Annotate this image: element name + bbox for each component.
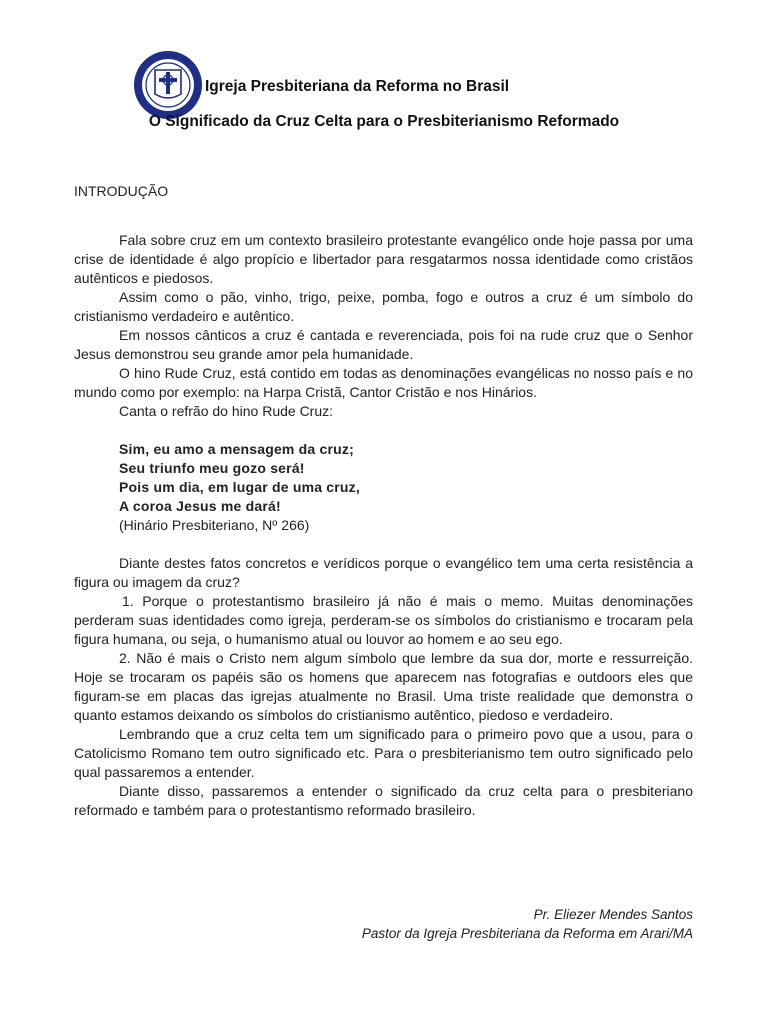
paragraph: 2. Não é mais o Cristo nem algum símbolo que lembre da sua dor, morte e ressurreição. Hoje se trocaram os papéis são os homens que aparecem nas fotografias e outdoors eles que figuram-se em placas das igrejas atualmente no Brasil. Uma triste realidade que demonstra o quanto estamos deixando os símbolos do cristianismo autêntico, piedoso e verdadeiro. [74,650,693,723]
hymn-reference: (Hinário Presbiteriano, Nº 266) [119,517,310,533]
paragraph: Lembrando que a cruz celta tem um significado para o primeiro povo que a usou, para o Catolicismo Romano tem outro significado etc. Para o presbiterianismo tem outro significado pelo qual passaremos a entender. [74,726,693,780]
spacer [74,421,693,440]
signature-block [362,905,693,943]
paragraph: 1. Porque o protestantismo brasileiro já não é mais o memo. Muitas denominações perderam suas identidades como igreja, perderam-se os símbolos do cristianismo e trocaram pela figura humana, ou seja, o humanismo atual ou louvor ao homem e ao seu ego. [74,593,693,647]
spacer [74,535,693,554]
paragraph: Canta o refrão do hino Rude Cruz: [119,403,334,419]
paragraph: Diante disso, passaremos a entender o significado da cruz celta para o presbiteriano reformado e também para o protestantismo reformado brasileiro. [74,783,693,818]
document-title: O Significado da Cruz Celta para o Presbiterianismo Reformado [148,113,620,130]
section-heading: INTRODUÇÃO [74,183,169,199]
hymn-verse-line: Sim, eu amo a mensagem da cruz; [119,441,354,457]
body-text [74,231,693,820]
paragraph: Assim como o pão, vinho, trigo, peixe, pomba, fogo e outros a cruz é um símbolo do cristianismo verdadeiro e autêntico. [74,289,693,324]
organization-title: Igreja Presbiteriana da Reforma no Brasil [205,78,510,95]
paragraph: O hino Rude Cruz, está contido em todas as denominações evangélicas no nosso país e no mundo como por exemplo: na Harpa Cristã, Cantor Cristão e nos Hinários. [74,365,693,400]
paragraph: Em nossos cânticos a cruz é cantada e reverenciada, pois foi na rude cruz que o Senhor Jesus demonstrou seu grande amor pela humanidade. [74,327,693,362]
hymn-verse-line: Pois um dia, em lugar de uma cruz, [119,479,360,495]
paragraph: Diante destes fatos concretos e verídicos porque o evangélico tem uma certa resistência a figura ou imagem da cruz? [74,555,693,590]
signature-name: Pr. Eliezer Mendes Santos [533,907,693,922]
signature-role: Pastor da Igreja Presbiteriana da Reforma em Arari/MA [361,926,693,941]
paragraph: Fala sobre cruz em um contexto brasileiro protestante evangélico onde hoje passa por uma crise de identidade é algo propício e libertador para resgatarmos nossa identidade como cristãos autênticos e piedosos. [74,232,693,286]
hymn-verse-line: Seu triunfo meu gozo será! [119,460,305,476]
church-seal-logo [133,50,203,120]
hymn-verse-line: A coroa Jesus me dará! [119,498,281,514]
